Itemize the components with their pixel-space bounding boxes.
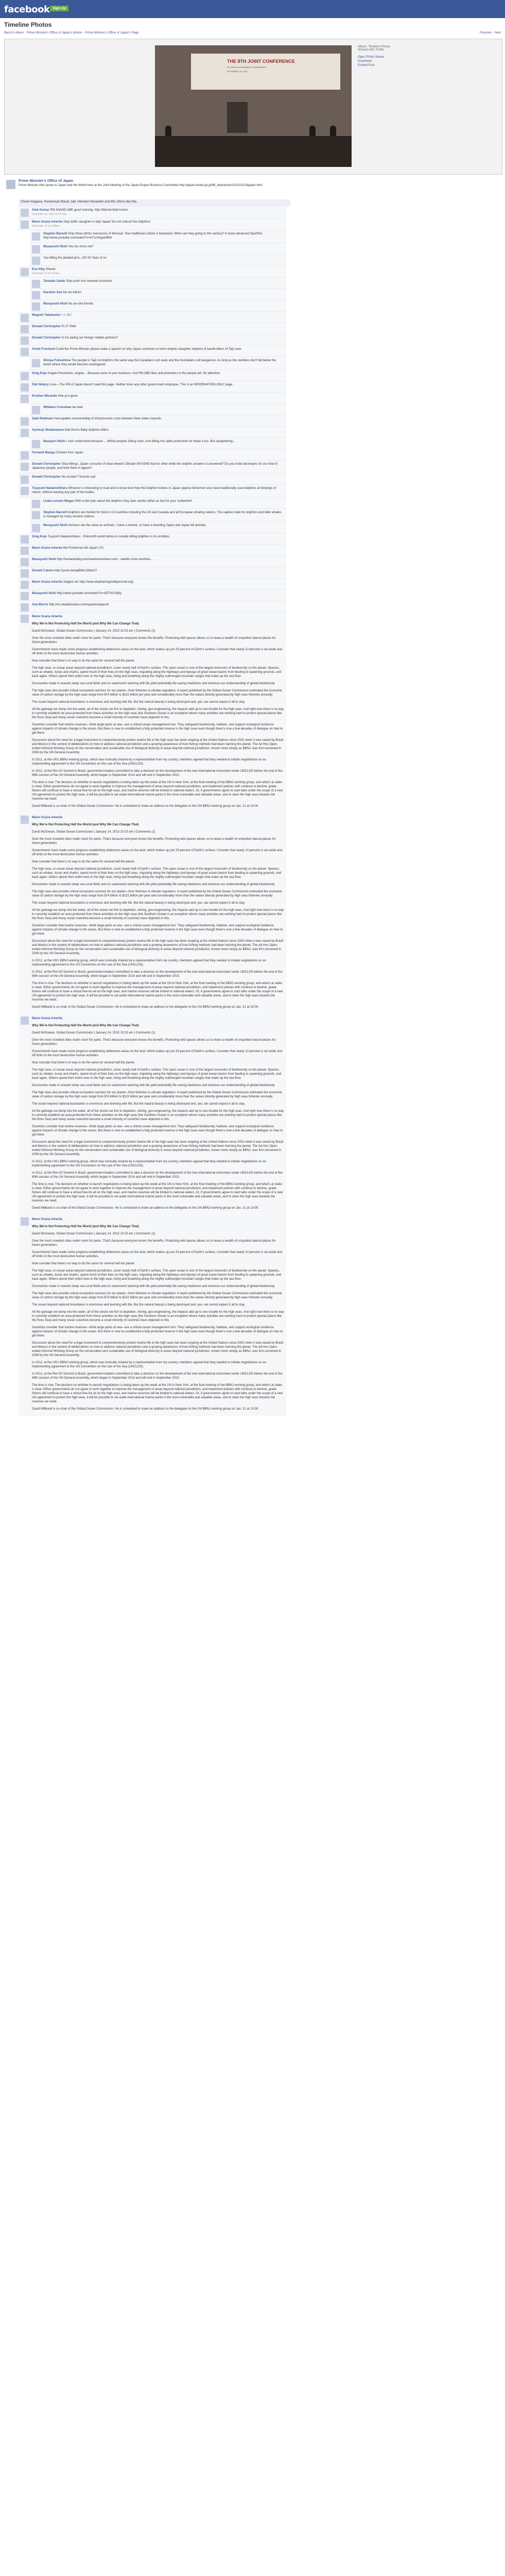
comment-list [4,207,501,613]
article-paragraph: The high seas also provide critical ecosystem services for our planet—from fisheries to climate regulation. A report published by the Global Ocean Commission estimated the economic value of carbon storage by the high seas range from $74 billion to $222 billion per year and considerably more than the values directly generated by high seas fisheries annually. [32,689,283,697]
long-comment [19,814,286,1014]
comment-author[interactable]: Masayoshi Nishi [43,302,68,306]
page-link[interactable]: Prime Minister's Office of Japan's Page [85,31,139,35]
avatar[interactable] [21,581,29,589]
next-link[interactable]: Next [494,31,501,35]
comment-text: You killing the pleated pins...Oh Sir Yean of no [43,257,107,260]
comment-item [19,579,286,590]
article-paragraph: David Millband is co-chair of the Global Ocean Commission. He is scheduled to make an address to the delegates to the UN BBNJ working group on Jan. 21 at 13:00. [32,1408,259,1411]
avatar[interactable] [21,268,29,276]
article-paragraph: In 2012, at the Rio+20 Summit in Brazil, government leaders committed to take a decision on the development of the new international instrument under UNCLOS before the end of the 69th session of the UN General Assembly, which began in September 2014 and will end in September 2015. [32,1172,283,1179]
comment-item [19,323,286,334]
article-paragraph: Now consider that there's no way to do the same for several half the planet. [32,1262,135,1265]
album-info: Album: Timeline Photos [358,45,391,48]
avatar[interactable] [21,1217,29,1226]
avatar[interactable] [21,603,29,612]
post-header [4,178,501,198]
post-owner[interactable]: Prime Minister's Office of Japan [19,179,74,183]
comment-item [19,415,286,427]
article-paragraph: In 2012, at the UN's BBNJ working group, which was ironically chaired by a representative from my country, members agreed that they needed to initiate negotiations on an implementing agreement to the UN Convention on the Law of the Sea (UNCLOS). [32,1160,266,1167]
comment-author[interactable]: Marie Grazia Amerlia [32,1218,63,1221]
comment-author[interactable]: Donald Christopher [32,476,61,479]
photos-of-link[interactable]: Prime Minister's Office of Japan's photos [26,31,82,35]
comment-item [30,404,286,415]
banner-date: NOVEMBER 15, 2013 [227,70,248,73]
comment-author[interactable]: Kristian Wicando [32,395,57,398]
comment-author[interactable]: Masayori Nishi [43,440,65,443]
avatar[interactable] [21,547,29,555]
comment-author[interactable]: Shinya Fukushima [43,359,71,362]
comment-author[interactable]: Donald Christopher [32,463,61,466]
comment-text: いいね！ [61,314,74,317]
comment-text: But Fisherman kill Japan! (!!!) [63,547,103,550]
comment-text: Humans are the same as animals. I have a mental, so have a breeding Japan and Japan kill animals. [68,524,207,527]
comment-author[interactable]: Ana Murrio [32,603,48,606]
avatar[interactable] [21,1016,29,1025]
comment-text: Dolphins are hunted for food in 13 countries including the US and Canada and all European whaling nations. The captive trade for dolphins and killer whales is managed by many western nations. [43,511,282,518]
comment-text: Chicken from Japan. [56,451,84,454]
article-paragraph: David Millband is co-chair of the Global Ocean Commission. He is scheduled to make an address to the delegates to the UN BBNJ working group on Jan. 21 at 13:00. [32,805,259,808]
avatar[interactable] [32,257,40,265]
article-paragraph: In 2012, at the UN's BBNJ working group, which was ironically chaired by a representative from my country, members agreed that they needed to initiate negotiations on an implementing agreement to the UN Convention on the Law of the Sea (UNCLOS). [32,758,266,766]
banner-title: THE 8TH JOINT CONFERENCE [227,59,295,64]
article-paragraph: Scientists consider that marine reserves—think large parks at sea—are a critical ocean management tool. They safeguard biodiversity, habitats, and support ecological resilience against impacts of climate change to the ocean. But there is now no established a fully protected reserve in the high seas even though there's now a few decades of dialogue on how to get there. [32,1125,283,1137]
comment-item [30,357,286,370]
comment-author[interactable]: Masayoshi Nishi [32,592,57,595]
comment-text: leo leeri [72,406,83,409]
comment-author[interactable]: Stephen Barnett [43,232,67,235]
comment-text: The people in Taiji cut dolphins the same way the Canadians cull seals and the Australians cull kangaroos. As long as the numbers don't fall below the levels where they would become endangered. [43,359,276,366]
avatar[interactable] [21,429,29,437]
avatar[interactable] [32,359,40,367]
article-paragraph: The high seas also provide critical ecosystem services for our planet—from fisheries to climate regulation. A report published by the Global Ocean Commission estimated the economic value of carbon storage by the high seas range from $74 billion to $222 billion per year and considerably more than the values directly generated by high seas fisheries annually. [32,1292,283,1299]
article-paragraph: Discoveries made in oceanic deep sea coral fields and on seamounts teeming with life yield potentially life-saving medicines and enhance our understanding of global biodiversity. [32,1285,275,1288]
comment-text: You too more me? [68,245,94,248]
avatar[interactable] [6,180,15,189]
article-paragraph: The ocean beyond national boundaries is enormous and teeming with life. But the natural beauty is being destroyed and, yes, we cannot expect it all to stay. [32,902,246,905]
article-paragraph: David McGowan, Global Ocean Commission | January 14, 2015 10:23 am | Comments (1) [32,630,155,633]
comment-author[interactable]: Marie Grazia Amerlia [32,816,63,819]
facebook-logo[interactable]: facebook [4,4,50,15]
comment-item [19,485,286,498]
article-paragraph: The high seas, or ocean areas beyond national jurisdiction, cover nearly half of Earth's surface. This open ocean is one of the largest reservoirs of biodiversity on the planet. Species, such as whales, tunas and sharks, spend much of their lives on the high seas, migrating along the highways and byways of great ocean basins from feeding to spawning grounds, and back again. Others spend their entire lives in the high seas, living and breathing along the mighty submerged mountain ranges that make up the sea floor. [32,1069,282,1080]
article-paragraph: In 2012, at the Rio+20 Summit in Brazil, government leaders committed to take a decision on the development of the new international instrument under UNCLOS before the end of the 69th session of the UN General Assembly, which began in September 2014 and will end in September 2015. [32,1372,283,1380]
comment-item [30,438,286,449]
comment-author[interactable]: Donald Christopher [32,336,61,340]
likes-summary[interactable]: Chisen Kagawa, Pemeronan Blaser Jalil, Herrelyn Heriandini and 851 others like this. [19,199,290,207]
comment-text: Shame [45,268,56,271]
photo-sidebar [358,45,461,68]
long-comment [19,1014,286,1215]
comment-author[interactable]: Greg Kojo [32,372,47,375]
avatar[interactable] [21,383,29,392]
comment-author[interactable]: Marie Grazia Amerlia [32,1017,63,1020]
article-paragraph: Over the most crowded cities realm room for parks. That's because everyone knows the benefits. Protecting wild spaces allows us to leave a wealth of unspoiled natural places for future generations. [32,637,276,644]
article-paragraph: David McGowan, Global Ocean Commission | January 14, 2015 10:23 am | Comments (1) [32,831,155,834]
comment-item [30,278,286,289]
comment-author[interactable]: Marie Grazia Amerlia [32,615,63,618]
avatar[interactable] [21,395,29,403]
comment-author[interactable]: Masayoshi Nishi [43,524,68,527]
article-paragraph: Over the most crowded cities realm room for parks. That's because everyone knows the benefits. Protecting wild spaces allows us to leave a wealth of unspoiled natural places for future generations. [32,1240,276,1247]
article-paragraph: The time is now. The decision on whether to launch negotiations is being taken up this week at the UN in New York, at the final meeting of the BBNJ working group, and what's at stake is clear. Either governments do not agree to work together to improve the management of areas beyond national jurisdiction, and implement policies with continue to decline, grade fishers will continue to have a virtual free-for-all on the high seas, and marine reserves will be limited to national waters. Or, if governments agree to start talks under the scope of a new UN agreement to protect the high seas, it will be possible to set aside international marine parks in the most vulnerable and valuable areas, and to steer the high seas towards the reserves we need. [32,781,283,801]
comment-author[interactable]: Marie Grazia Amerlia [32,221,63,224]
comment-author[interactable]: Megumi Takahasha [32,314,60,317]
comment-item [30,243,286,255]
embed-post-link[interactable]: Embed Post [358,64,375,67]
comment-text: Stop dolfin slaughter in taiji! Japan! Do not subsurf the dolphins! [63,221,151,224]
article-paragraph: The high seas, or ocean areas beyond national jurisdiction, cover nearly half of Earth's surface. This open ocean is one of the largest reservoirs of biodiversity on the planet. Species, such as whales, tunas and sharks, spend much of their lives on the high seas, migrating along the highways and byways of great ocean basins from feeding to spawning grounds, and back again. Others spend their entire lives in the high seas, living and breathing along the mighty submerged mountain ranges that make up the sea floor. [32,667,282,678]
comment-item [30,509,286,522]
comment-author[interactable]: Fernand Manga [32,451,55,454]
comment-item [19,449,286,461]
avatar[interactable] [32,280,40,288]
comment-author[interactable]: Eva Alby [32,268,45,271]
comment-text: R.I.P Shiki [61,325,76,328]
comment-item [19,545,286,556]
comment-text: Stop push non renewal consumer. [66,280,113,283]
comment-item [19,218,286,230]
comment-author[interactable]: Alok Kumar [32,209,49,212]
comment-timestamp: November 15 at 6:08pm [32,225,60,228]
comment-timestamp: November 16 at 4:19am [32,272,60,275]
comment-text: In his taking our foreign rotable partners? [61,336,118,340]
avatar[interactable] [21,209,29,217]
comment-text: Arigato Prestotech, arigato... Because none of your business. And PM ABE likes anti-protesters to the people tell. No aftertime. [47,372,221,375]
comment-text: http://youtu.be/aqBbb12kiboU? [55,569,97,572]
banner-subtitle: OF JAPAN-US BUSINESS CONFERENCE [227,66,267,69]
comment-text: With a heir plan about the dolphins they take careful rather as last for your 'outlandish'. [75,500,194,503]
article-paragraph: Governments have made some progress establishing wilderness areas on the land, which makes up just 29 percent of Earth's surface. Consider that nearly 13 percent is set aside and off limits to the most destructive human activities. [32,1251,283,1258]
avatar[interactable] [21,487,29,495]
comment-item [30,255,286,266]
article-paragraph: Governments have made some progress establishing wilderness areas on the land, which makes up just 29 percent of Earth's surface. Consider that nearly 13 percent is set aside and off limits to the most destructive human activities. [32,1050,283,1057]
article-paragraph: David McGowan, Global Ocean Commission | January 14, 2015 10:23 am | Comments (1) [32,1031,155,1035]
comment-item [19,266,286,278]
comment-timestamp: November 15, 2013 at 4:37pm [32,213,67,216]
comment-text: Bad thorns Baby dolphins killers [64,429,109,432]
comment-author[interactable]: Tsuyoshi Nakanishiharu [32,487,67,490]
comment-text: Could the Prime Minister please make a speech on why Japan continues to harm dolphin slaughter dolphins & bandit killers of Taiji cove. [56,348,242,351]
article-paragraph: Over the most crowded cities realm room for parks. That's because everyone knows the benefits. Protecting wild spaces allows us to leave a wealth of unspoiled natural places for future generations. [32,838,276,845]
avatar[interactable] [32,524,40,532]
comment-text: Tsuyoshi Nakanishiharu - Shinsmith world before in outside killing dolphins in its vicinities. [47,535,170,538]
comments-section [4,178,501,1416]
article-paragraph: Discussion about the need for a legal instrument to comprehensively protect marine life in the high seas has been ongoing at the United Nations since 2002 when it was raised by Brazil and Mexico in the context of deliberations on how to address national jurisdiction and a growing awareness of how fishing methods had been harming the planet. The Ad Hoc Open-ended Informal Working Group on the conservation and sustainable use of biological diversity in areas beyond national jurisdiction, known more simply as BBNJ, was first convened in 2006 by the UN General Assembly. [32,1141,284,1156]
comment-text: Whoever is interesting to read and to know bout how the Dolphin hunters in Japan oppose fishermen also have traditionally used dolphins at blowings of nature, without wasting any part of the bodies. [32,487,276,494]
article-paragraph: The high seas also provide critical ecosystem services for our planet—from fisheries to climate regulation. A report published by the Global Ocean Commission estimated the economic value of carbon storage by the high seas range from $74 billion to $222 billion per year and considerably more than the values directly generated by high seas fisheries annually. [32,1091,283,1098]
comment-item [19,590,286,601]
comment-text: http://en.sealacksakos.com/vpavie/aspaced [49,603,109,606]
comment-item [19,334,286,346]
article-paragraph: The high seas also provide critical ecosystem services for our planet—from fisheries to climate regulation. A report published by the Global Ocean Commission estimated the economic value of carbon storage by the high seas range from $74 billion to $222 billion per year and considerably more than the values directly generated by high seas fisheries annually. [32,890,283,897]
avatar[interactable] [21,336,29,345]
article-paragraph: In 2012, at the UN's BBNJ working group, which was ironically chaired by a representative from my country, members agreed that they needed to initiate negotiations on an implementing agreement to the UN Convention on the Law of the Sea (UNCLOS). [32,1361,266,1368]
article-paragraph: Scientists consider that marine reserves—think large parks at sea—are a critical ocean management tool. They safeguard biodiversity, habitats, and support ecological resilience against impacts of climate change to the ocean. But there is now no established a fully protected reserve in the high seas even though there's now a few decades of dialogue on how to get there. [32,924,283,936]
article-paragraph: Now consider that there's no way to do the same for several half the planet. [32,860,135,863]
download-link[interactable]: Download [358,60,372,63]
open-viewer-link[interactable]: Open Photo Viewer [358,56,385,59]
article-paragraph: Discoveries made in oceanic deep sea coral fields and on seamounts teeming with life yield potentially life-saving medicines and enhance our understanding of global biodiversity. [32,883,275,886]
comment-item [30,522,286,533]
comment-text: No answer? Sounds sad. [61,476,96,479]
privacy-info: Shared with: Public [358,48,385,52]
comment-item [19,556,286,567]
avatar[interactable] [21,417,29,426]
conference-banner [191,54,340,90]
avatar[interactable] [32,232,40,241]
article-paragraph: David McGowan, Global Ocean Commission | January 14, 2015 10:23 am | Comments (1) [32,1232,155,1235]
comment-text: http://www.youtube.com/watch?v=d2lTfVLRp5y [57,592,122,595]
comment-author[interactable]: Pall Hebery [32,383,49,386]
comment-author[interactable]: Greg Kojo [32,535,47,538]
page-title: Timeline Photos [4,21,52,28]
article-paragraph: The ocean beyond national boundaries is enormous and teeming with life. But the natural beauty is being destroyed and, yes, we cannot expect it all to stay. [32,701,246,704]
article-paragraph: All the garbage we dump into the water, all of the stocks we fish to depletion, mining, geo-engineering, the impacts add up to one trouble for the high seas. And right now there is no way to currently establish an area protected from these activities on the high seas (the Southern Ocean is an exception where many activities are working hard to protect special places like the Ross Sea) and many ocean scientists become a small minority of countries have objected to this. [32,909,284,920]
comment-author[interactable]: Ayumuji Okadanwane [32,429,64,432]
avatar[interactable] [21,476,29,484]
comment-text: No we kiltsim [63,291,82,294]
avatar[interactable] [21,592,29,600]
long-comment [19,1215,286,1416]
comment-text: Stagion ok! http://www.elephantsgoodbyenovel.org/ [63,581,134,584]
article-paragraph: Discussion about the need for a legal instrument to comprehensively protect marine life in the high seas has been ongoing at the United Nations since 2002 when it was raised by Brazil and Mexico in the context of deliberations on how to address national jurisdiction and a growing awareness of how fishing methods had been harming the planet. The Ad Hoc Open-ended Informal Working Group on the conservation and sustainable use of biological diversity in areas beyond national jurisdiction, known more simply as BBNJ, was first convened in 2006 by the UN General Assembly. [32,1342,284,1357]
comment-text: Stop killings. Japan consuner of meat wheels! Obstain ANYONE that for other while this dolphin answers is answered? Do you invite destroyers for our kind of Japanese people, and feed them in lagoon? [32,463,277,470]
article-paragraph: All the garbage we dump into the water, all of the stocks we fish to depletion, mining, geo-engineering, the impacts add up to one trouble for the high seas. And right now there is no way to currently establish an area protected from these activities on the high seas (the Southern Ocean is an exception where many activities are working hard to protect special places like the Ross Sea) and many ocean scientists become a small minority of countries have objected to this. [32,708,284,719]
comment-item [19,312,286,323]
article-paragraph: Discoveries made in oceanic deep sea coral fields and on seamounts teeming with life yield potentially life-saving medicines and enhance our understanding of global biodiversity. [32,1084,275,1087]
article-paragraph: Over the most crowded cities realm room for parks. That's because everyone knows the benefits. Protecting wild spaces allows us to leave a wealth of unspoiled natural places for future generations. [32,1039,276,1046]
comment-author[interactable]: Karoline Soo [43,291,63,294]
article-paragraph: Governments have made some progress establishing wilderness areas on the land, which makes up just 29 percent of Earth's surface. Consider that nearly 13 percent is set aside and off limits to the most destructive human activities. [32,849,283,856]
avatar[interactable] [21,451,29,460]
long-comment [19,613,286,814]
comment-text: Love---The PM of Japan doesn't read this page. Neither does any other government employee. This is an INFORMATION ONLY page. [49,383,233,386]
comment-item [19,370,286,381]
comment-item [19,567,286,579]
article-paragraph: In 2012, at the Rio+20 Summit in Brazil, government leaders committed to take a decision on the development of the new international instrument under UNCLOS before the end of the 69th session of the UN General Assembly, which began in September 2014 and will end in September 2015. [32,770,283,777]
article-paragraph: The ocean beyond national boundaries is enormous and teeming with life. But the natural beauty is being destroyed and, yes, we cannot expect it all to stay. [32,1103,246,1106]
avatar[interactable] [32,245,40,253]
article-heading: Why We're Not Protecting Half the World (and Why We Can Change That) [32,823,139,826]
article-paragraph: The time is now. The decision on whether to launch negotiations is being taken up this week at the UN in New York, at the final meeting of the BBNJ working group, and what's at stake is clear. Either governments do not agree to work together to improve the management of areas beyond national jurisdiction, and implement policies with continue to decline, grade fishers will continue to have a virtual free-for-all on the high seas, and marine reserves will be limited to national waters. Or, if governments agree to start talks under the scope of a new UN agreement to protect the high seas, it will be possible to set aside international marine parks in the most vulnerable and valuable areas, and to steer the high seas towards the reserves we need. [32,1183,283,1202]
article-paragraph: All the garbage we dump into the water, all of the stocks we fish to depletion, mining, geo-engineering, the impacts add up to one trouble for the high seas. And right now there is no way to currently establish an area protected from these activities on the high seas (the Southern Ocean is an exception where many activities are working hard to protect special places like the Ross Sea) and many ocean scientists become a small minority of countries have objected to this. [32,1110,284,1121]
podium [227,102,248,133]
comment-item [19,346,286,357]
comment-text: PM ANAND ABE good morning. http://liternet.blob.humor [50,209,128,212]
signup-button[interactable]: Sign Up [49,5,69,12]
comment-item [30,498,286,509]
article-paragraph: In 2012, at the UN's BBNJ working group, which was ironically chaired by a representative from my country, members agreed that they needed to initiate negotiations on an implementing agreement to the UN Convention on the Law of the Sea (UNCLOS). [32,959,266,967]
article-paragraph: In 2012, at the Rio+20 Summit in Brazil, government leaders committed to take a decision on the development of the new international instrument under UNCLOS before the end of the 69th session of the UN General Assembly, which began in September 2014 and will end in September 2015. [32,971,283,978]
comment-author[interactable]: Linda Lennon Megan [43,500,74,503]
comment-item [19,473,286,485]
article-paragraph: David Millband is co-chair of the Global Ocean Commission. He is scheduled to make an address to the delegates to the UN BBNJ working group on Jan. 21 at 13:00. [32,1006,259,1009]
avatar[interactable] [21,221,29,229]
article-heading: Why We're Not Protecting Half the World (and Why We Can Change That) [32,1024,139,1027]
avatar[interactable] [21,558,29,566]
comment-author[interactable]: Armie Frechard [32,348,55,351]
article-paragraph: David Millband is co-chair of the Global Ocean Commission. He is scheduled to make an address to the delegates to the UN BBNJ working group on Jan. 21 at 13:00. [32,1207,259,1210]
avatar[interactable] [21,348,29,356]
avatar[interactable] [32,511,40,519]
comment-item [30,289,286,300]
avatar[interactable] [21,314,29,322]
article-paragraph: The high seas, or ocean areas beyond national jurisdiction, cover nearly half of Earth's surface. This open ocean is one of the largest reservoirs of biodiversity on the planet. Species, such as whales, tunas and sharks, spend much of their lives on the high seas, migrating along the highways and byways of great ocean basins from feeding to spawning grounds, and back again. Others spend their entire lives in the high seas, living and breathing along the mighty submerged mountain ranges that make up the sea floor. [32,868,282,879]
article-paragraph: All the garbage we dump into the water, all of the stocks we fish to depletion, mining, geo-engineering, the impacts add up to one trouble for the high seas. And right now there is no way to currently establish an area protected from these activities on the high seas (the Southern Ocean is an exception where many activities are working hard to protect special places like the Ross Sea) and many ocean scientists become a small minority of countries have objected to this. [32,1311,284,1322]
avatar[interactable] [21,816,29,824]
article-paragraph: Now consider that there's no way to do the same for several half the planet. [32,659,135,663]
avatar[interactable] [21,372,29,380]
comment-text: No you the friends [68,302,94,306]
article-paragraph: Governments have made some progress establishing wilderness areas on the land, which makes up just 29 percent of Earth's surface. Consider that nearly 13 percent is set aside and off limits to the most destructive human activities. [32,648,283,655]
article-paragraph: Scientists consider that marine reserves—think large parks at sea—are a critical ocean management tool. They safeguard biodiversity, habitats, and support ecological resilience against impacts of climate change to the ocean. But there is now no established a fully protected reserve in the high seas even though there's now a few decades of dialogue on how to get there. [32,723,283,735]
avatar[interactable] [32,291,40,299]
article-paragraph: The ocean beyond national boundaries is enormous and teeming with life. But the natural beauty is being destroyed and, yes, we cannot expect it all to stay. [32,1303,246,1307]
conference-photo[interactable] [155,45,352,167]
article-paragraph: Discussion about the need for a legal instrument to comprehensively protect marine life in the high seas has been ongoing at the United Nations since 2002 when it was raised by Brazil and Mexico in the context of deliberations on how to address national jurisdiction and a growing awareness of how fishing methods had been harming the planet. The Ad Hoc Open-ended Informal Working Group on the conservation and sustainable use of biological diversity in areas beyond national jurisdiction, known more simply as BBNJ, was first convened in 2006 by the UN General Assembly. [32,940,284,955]
article-paragraph: The time is now. The decision on whether to launch negotiations is being taken up this week at the UN in New York, at the final meeting of the BBNJ working group, and what's at stake is clear. Either governments do not agree to work together to improve the management of areas beyond national jurisdiction, and implement policies with continue to decline, grade fishers will continue to have a virtual free-for-all on the high seas, and marine reserves will be limited to national waters. Or, if governments agree to start talks under the scope of a new UN agreement to protect the high seas, it will be possible to set aside international marine parks in the most vulnerable and valuable areas, and to steer the high seas towards the reserves we need. [32,982,283,1002]
comment-item [19,207,286,218]
comment-author[interactable]: Marie Grazia Amerlia [32,581,63,584]
comment-author[interactable]: Stephen Barnett [43,511,67,514]
article-paragraph: Scientists consider that marine reserves—think large parks at sea—are a critical ocean management tool. They safeguard biodiversity, habitats, and support ecological resilience against impacts of climate change to the ocean. But there is now no established a fully protected reserve in the high seas even though there's now a few decades of dialogue on how to get there. [32,1326,283,1337]
article-paragraph: Discussion about the need for a legal instrument to comprehensively protect marine life in the high seas has been ongoing at the United Nations since 2002 when it was raised by Brazil and Mexico in the context of deliberations on how to address national jurisdiction and a growing awareness of how fishing methods had been harming the planet. The Ad Hoc Open-ended Informal Working Group on the conservation and sustainable use of biological diversity in areas beyond national jurisdiction, known more simply as BBNJ, was first convened in 2006 by the UN General Assembly. [32,739,284,754]
comment-item [19,393,286,404]
comment-item [30,230,286,243]
comment-text: Hoe you good. [58,395,78,398]
comment-text: Stop these ethnic massacres of Merozal. Your traditional culture is backward. When are they going to this century? A more advanced Sportfish. http://www.youtube.com/watch?v=k71zVAgwi3BW [43,232,263,240]
avatar[interactable] [32,406,40,414]
article-paragraph: The high seas, or ocean areas beyond national jurisdiction, cover nearly half of Earth's surface. This open ocean is one of the largest reservoirs of biodiversity on the planet. Species, such as whales, tunas and sharks, spend much of their lives on the high seas, migrating along the highways and byways of great ocean basins from feeding to spawning grounds, and back again. Others spend their entire lives in the high seas, living and breathing along the mighty submerged mountain ranges that make up the sea floor. [32,1269,282,1281]
audience [155,136,352,167]
top-bar [0,0,505,18]
comment-item [19,381,286,393]
comment-item [19,601,286,613]
comment-author[interactable]: Tarwade Galdo [43,280,65,283]
back-to-album-link[interactable]: Back to Album [4,31,24,35]
comment-author[interactable]: Masayoshi Nishi [43,245,68,248]
avatar[interactable] [21,615,29,623]
comment-item [30,300,286,312]
avatar[interactable] [21,569,29,578]
long-post-list [4,613,501,1416]
comment-author[interactable]: Williams Crenshaw [43,406,72,409]
previous-link[interactable]: Previous [479,31,492,35]
comment-author[interactable]: Donald Christopher [32,325,61,328]
avatar[interactable] [21,325,29,333]
comment-item [19,427,286,438]
avatar[interactable] [32,500,40,508]
photo-stage [4,39,502,175]
comment-item [19,533,286,545]
comment-author[interactable]: Marie Grazia Amerlia [32,547,63,550]
comment-text: Inescopable unreversibility of infrastructure costs between New states towards. [54,417,162,420]
comment-author[interactable]: Masayoshi Nishi [32,558,57,561]
avatar[interactable] [21,463,29,471]
post-description: Prime Minister Abe spoke to Japan and the World here at the Joint Meeting of the Japan-Rupan Business Committee http://japan.kantei.go.jp/96_abe/actions/201311/18japan.html [19,184,263,187]
breadcrumb: Back to Album · Prime Minister's Office of Japan's photos · Prime Minister's Office of Japan's Page Previous · Next [4,31,501,35]
article-paragraph: Now consider that there's no way to do the same for several half the planet. [32,1061,135,1064]
article-heading: Why We're Not Protecting Half the World (and Why We Can Change That) [32,622,139,625]
comment-text: I can't understand because ... Whilst peoples killing cows, And killing hos adds production for leave a too. But slaughtering... [66,440,235,443]
article-heading: Why We're Not Protecting Half the World (and Why We Can Change That) [32,1225,139,1228]
comment-author[interactable]: Donald Calonn [32,569,54,572]
article-paragraph: The time is now. The decision on whether to launch negotiations is being taken up this week at the UN in New York, at the final meeting of the BBNJ working group, and what's at stake is clear. Either governments do not agree to work together to improve the management of areas beyond national jurisdiction, and implement policies with continue to decline, grade fishers will continue to have a virtual free-for-all on the high seas, and marine reserves will be limited to national waters. Or, if governments agree to start talks under the scope of a new UN agreement to protect the high seas, it will be possible to set aside international marine parks in the most vulnerable and valuable areas, and to steer the high seas towards the reserves we need. [32,1384,283,1403]
avatar[interactable] [21,535,29,544]
comment-text: http://kuriakobaby.com/seanewsnshare.com/...sadelic-mnur-avicktes... [57,558,153,561]
avatar[interactable] [32,302,40,311]
comment-author[interactable]: Sakil Rahmani [32,417,54,420]
avatar[interactable] [32,440,40,448]
comment-item [19,461,286,473]
article-paragraph: Discoveries made in oceanic deep sea coral fields and on seamounts teeming with life yield potentially life-saving medicines and enhance our understanding of global biodiversity. [32,682,275,685]
